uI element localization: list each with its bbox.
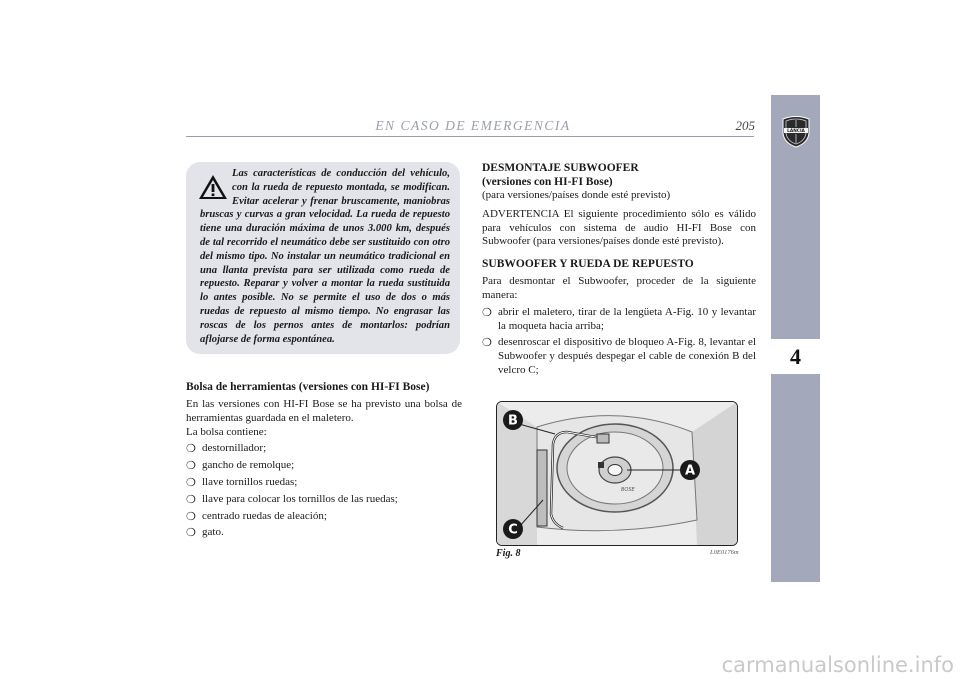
list-item: ❍ llave tornillos ruedas; (186, 476, 462, 490)
page-number: 205 (735, 118, 755, 133)
figure-code: L0E0176m (710, 549, 739, 556)
subwoofer-intro: Para desmontar el Subwoofer, proceder de la siguiente manera: (482, 275, 756, 301)
lancia-shield-logo (781, 115, 811, 148)
list-item: ❍ gato. (186, 526, 462, 540)
figure-label-c: C (508, 522, 518, 538)
list-item: ❍ llave para colocar los tornillos de las ruedas; (186, 493, 462, 507)
tool-bag-intro: En las versiones con HI-FI Bose se ha previsto una bolsa de herramientas guardada en el maletero. (186, 398, 462, 424)
tool-bag-list (186, 442, 462, 540)
list-item: ❍ gancho de remolque; (186, 459, 462, 473)
tool-bag-section (186, 380, 462, 543)
figure-label-b: B (508, 413, 518, 429)
tool-bag-contains: La bolsa contiene: (186, 425, 267, 438)
svg-text:LANCIA: LANCIA (787, 129, 805, 135)
list-item: ❍ centrado ruedas de aleación; (186, 510, 462, 524)
warning-text-block (200, 167, 450, 346)
figure-caption: Fig. 8 (496, 548, 521, 559)
trunk-illustration (497, 402, 737, 545)
subwoofer-steps (482, 306, 756, 378)
list-item: ❍ destornillador; (186, 442, 462, 456)
chapter-number: 4 (771, 339, 820, 374)
header-rule (186, 136, 754, 137)
tool-bag-heading: Bolsa de herramientas (versiones con HI-FI Bose) (186, 381, 430, 393)
subwoofer-warning-note: ADVERTENCIA El siguiente procedimiento sólo es válido para vehículos con sistema de audio HI-FI Bose con Subwoofer (para versiones/países donde esté previsto). (482, 207, 756, 248)
list-item: ❍ abrir el maletero, tirar de la lengüeta A-Fig. 10 y levantar la moqueta hacia arriba; (482, 306, 756, 334)
watermark: carmanualsonline.info (721, 653, 954, 677)
speaker-brand-text: BOSE (621, 487, 635, 493)
subwoofer-subheading: (para versiones/países donde esté previsto) (482, 189, 671, 201)
figure-trunk-subwoofer (496, 401, 738, 546)
figure-label-a: A (684, 463, 696, 479)
subwoofer-section-heading: SUBWOOFER Y RUEDA DE REPUESTO (482, 258, 694, 271)
list-item: ❍ desenroscar el dispositivo de bloqueo A-Fig. 8, levantar el Subwoofer y después despegar el cable de conexión B del velcro C; (482, 336, 756, 377)
running-header: EN CASO DE EMERGENCIA (375, 118, 571, 133)
subwoofer-heading-line2: (versiones con HI-FI Bose) (482, 176, 613, 188)
warning-text: Las características de conducción del vehículo, con la rueda de repuesto montada, se modifican. Evitar acelerar y frenar bruscamente, maniobras bruscas y curvas a gran velocidad. La rueda de repuesto tiene una duración máxima de unos 3.000 km, después de tal recorrido el neumático debe ser sustituido con otro del mismo tipo. No instalar un neumático tradicional en una llanta prevista para ser utilizada como rueda de repuesto. Reparar y volver a montar la rueda sustituida lo antes posible. No se permite el uso de dos o más ruedas de repuesto al mismo tiempo. No engrasar las roscas de los pernos antes de montarlos: podrían aflojarse de forma espontánea. (200, 168, 450, 345)
subwoofer-heading-line1: DESMONTAJE SUBWOOFER (482, 162, 639, 174)
subwoofer-section (482, 161, 756, 381)
